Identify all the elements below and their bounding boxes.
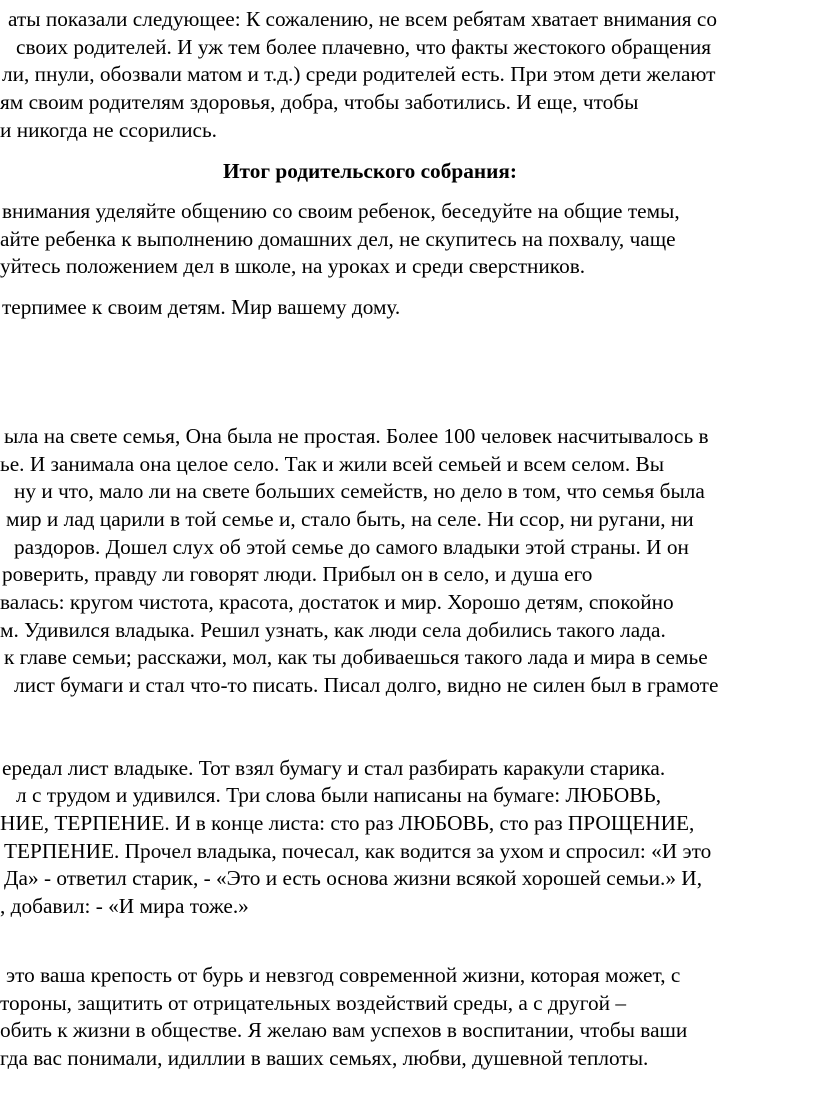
text-line: НИЕ, ТЕРПЕНИЕ. И в конце листа: сто раз ЛЮБОВЬ, сто раз ПРОЩЕНИЕ, [0, 811, 695, 835]
text-line: мир и лад царили в той семье и, стало быть, на селе. Ни ссор, ни ругани, ни [6, 507, 694, 531]
text-line: айте ребенка к выполнению домашних дел, не скупитесь на похвалу, чаще [0, 227, 676, 251]
text-line: м. Удивился владыка. Решил узнать, как люди села добились такого лада. [0, 618, 666, 642]
text-line: своих родителей. И уж тем более плачевно, что факты жестокого обращения [16, 35, 712, 59]
text-line: внимания уделяйте общению со своим ребенок, беседуйте на общие темы, [2, 199, 680, 223]
text-line: ье. И занимала она целое село. Так и жили всей семьей и всем селом. Вы [0, 452, 665, 476]
text-line: Да» - ответил старик, - «Это и есть основа жизни всякой хорошей семьи.» И, [4, 866, 703, 890]
text-line: лист бумаги и стал что-то писать. Писал долго, видно не силен был в грамоте [14, 673, 719, 697]
text-line: и никогда не ссорились. [0, 118, 218, 142]
text-line: уйтесь положением дел в школе, на уроках и среди сверстников. [0, 254, 586, 278]
text-line: , добавил: - «И мира тоже.» [0, 894, 249, 918]
text-line: терпимее к своим детям. Мир вашему дому. [2, 295, 401, 319]
text-line: ям своим родителям здоровья, добра, чтобы заботились. И еще, чтобы [0, 90, 639, 114]
text-line: ТЕРПЕНИЕ. Прочел владыка, почесал, как водится за ухом и спросил: «И это [4, 839, 712, 863]
section-heading: Итог родительского собрания: [222, 159, 518, 183]
text-line: л с трудом и удивился. Три слова были написаны на бумаге: ЛЮБОВЬ, [16, 783, 662, 807]
text-line: ну и что, мало ли на свете больших семейств, но дело в том, что семья была [14, 479, 705, 503]
text-line: валась: кругом чистота, красота, достаток и мир. Хорошо детям, спокойно [0, 590, 674, 614]
text-line: к главе семьи; расскажи, мол, как ты добиваешься такого лада и мира в семье [4, 645, 708, 669]
text-line: аты показали следующее: К сожалению, не всем ребятам хватает внимания со [8, 7, 718, 31]
text-line: ередал лист владыке. Тот взял бумагу и стал разбирать каракули старика. [2, 756, 666, 780]
text-line: тороны, защитить от отрицательных воздействий среды, а с другой – [0, 991, 626, 1015]
text-line: роверить, правду ли говорят люди. Прибыл он в село, и душа его [2, 562, 593, 586]
text-line: ыла на свете семья, Она была не простая. Более 100 человек насчитывалось в [4, 424, 709, 448]
text-line: это ваша крепость от бурь и невзгод современной жизни, которая может, с [6, 963, 681, 987]
text-line: ли, пнули, обозвали матом и т.д.) среди родителей есть. При этом дети желают [2, 62, 716, 86]
text-line: обить к жизни в обществе. Я желаю вам успехов в воспитании, чтобы ваши [0, 1018, 688, 1042]
text-line: гда вас понимали, идиллии в ваших семьях, любви, душевной теплоты. [0, 1046, 649, 1070]
text-line: раздоров. Дошел слух об этой семье до самого владыки этой страны. И он [14, 535, 689, 559]
